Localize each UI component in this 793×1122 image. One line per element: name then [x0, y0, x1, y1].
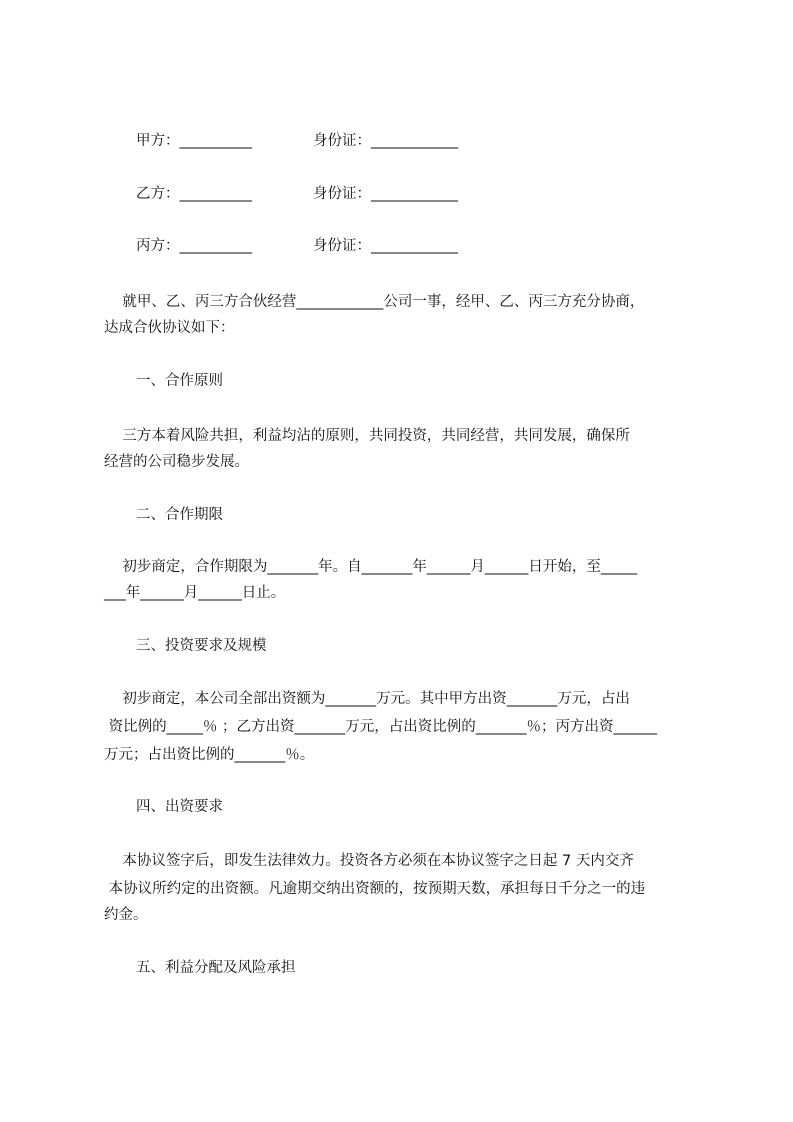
party-a-label: 甲方：__________: [136, 133, 252, 149]
section-2-heading: 二、合作期限: [136, 507, 223, 523]
section-3-line-2: 资比例的_____％ ；乙方出资_______万元，占出资比例的_______％；丙方出资______: [104, 719, 657, 735]
section-2-line-2: ___年______月______日止。: [104, 585, 286, 601]
section-1-heading: 一、合作原则: [136, 373, 223, 389]
section-4-line-2: 本协议所约定的出资额。凡逾期交纳出资额的，按预期天数，承担每日千分之一的违: [104, 881, 646, 897]
section-2-line-1: 初步商定，合作期限为_______年。自_______年______月______日开始，至_____: [104, 559, 638, 575]
party-b-label: 乙方：__________: [136, 186, 252, 202]
section-1-line-2: 经营的公司稳步发展。: [104, 454, 249, 470]
section-3-heading: 三、投资要求及规模: [136, 638, 267, 654]
section-3-line-1: 初步商定，本公司全部出资额为_______万元。其中甲方出资_______万元，占出: [104, 691, 630, 707]
party-b-id-label: 身份证：____________: [313, 186, 458, 202]
party-c-label: 丙方：__________: [136, 238, 252, 254]
intro-line-1: 就甲、乙、丙三方合伙经营____________公司一事，经甲、乙、丙三方充分协商，: [104, 294, 645, 310]
section-4-line-1: 本协议签字后，即发生法律效力。投资各方必须在本协议签字之日起 7 天内交齐: [104, 853, 634, 869]
section-5-heading: 五、利益分配及风险承担: [136, 960, 296, 976]
section-1-line-1: 三方本着风险共担，利益均沾的原则，共同投资，共同经营，共同发展，确保所: [104, 428, 630, 444]
intro-line-2: 达成合伙协议如下：: [104, 320, 235, 336]
section-4-heading: 四、出资要求: [136, 799, 223, 815]
party-c-id-label: 身份证：____________: [313, 238, 458, 254]
section-4-line-3: 约金。: [104, 907, 148, 923]
party-a-id-label: 身份证：____________: [313, 133, 458, 149]
section-3-line-3: 万元；占出资比例的_______％。: [104, 747, 315, 763]
